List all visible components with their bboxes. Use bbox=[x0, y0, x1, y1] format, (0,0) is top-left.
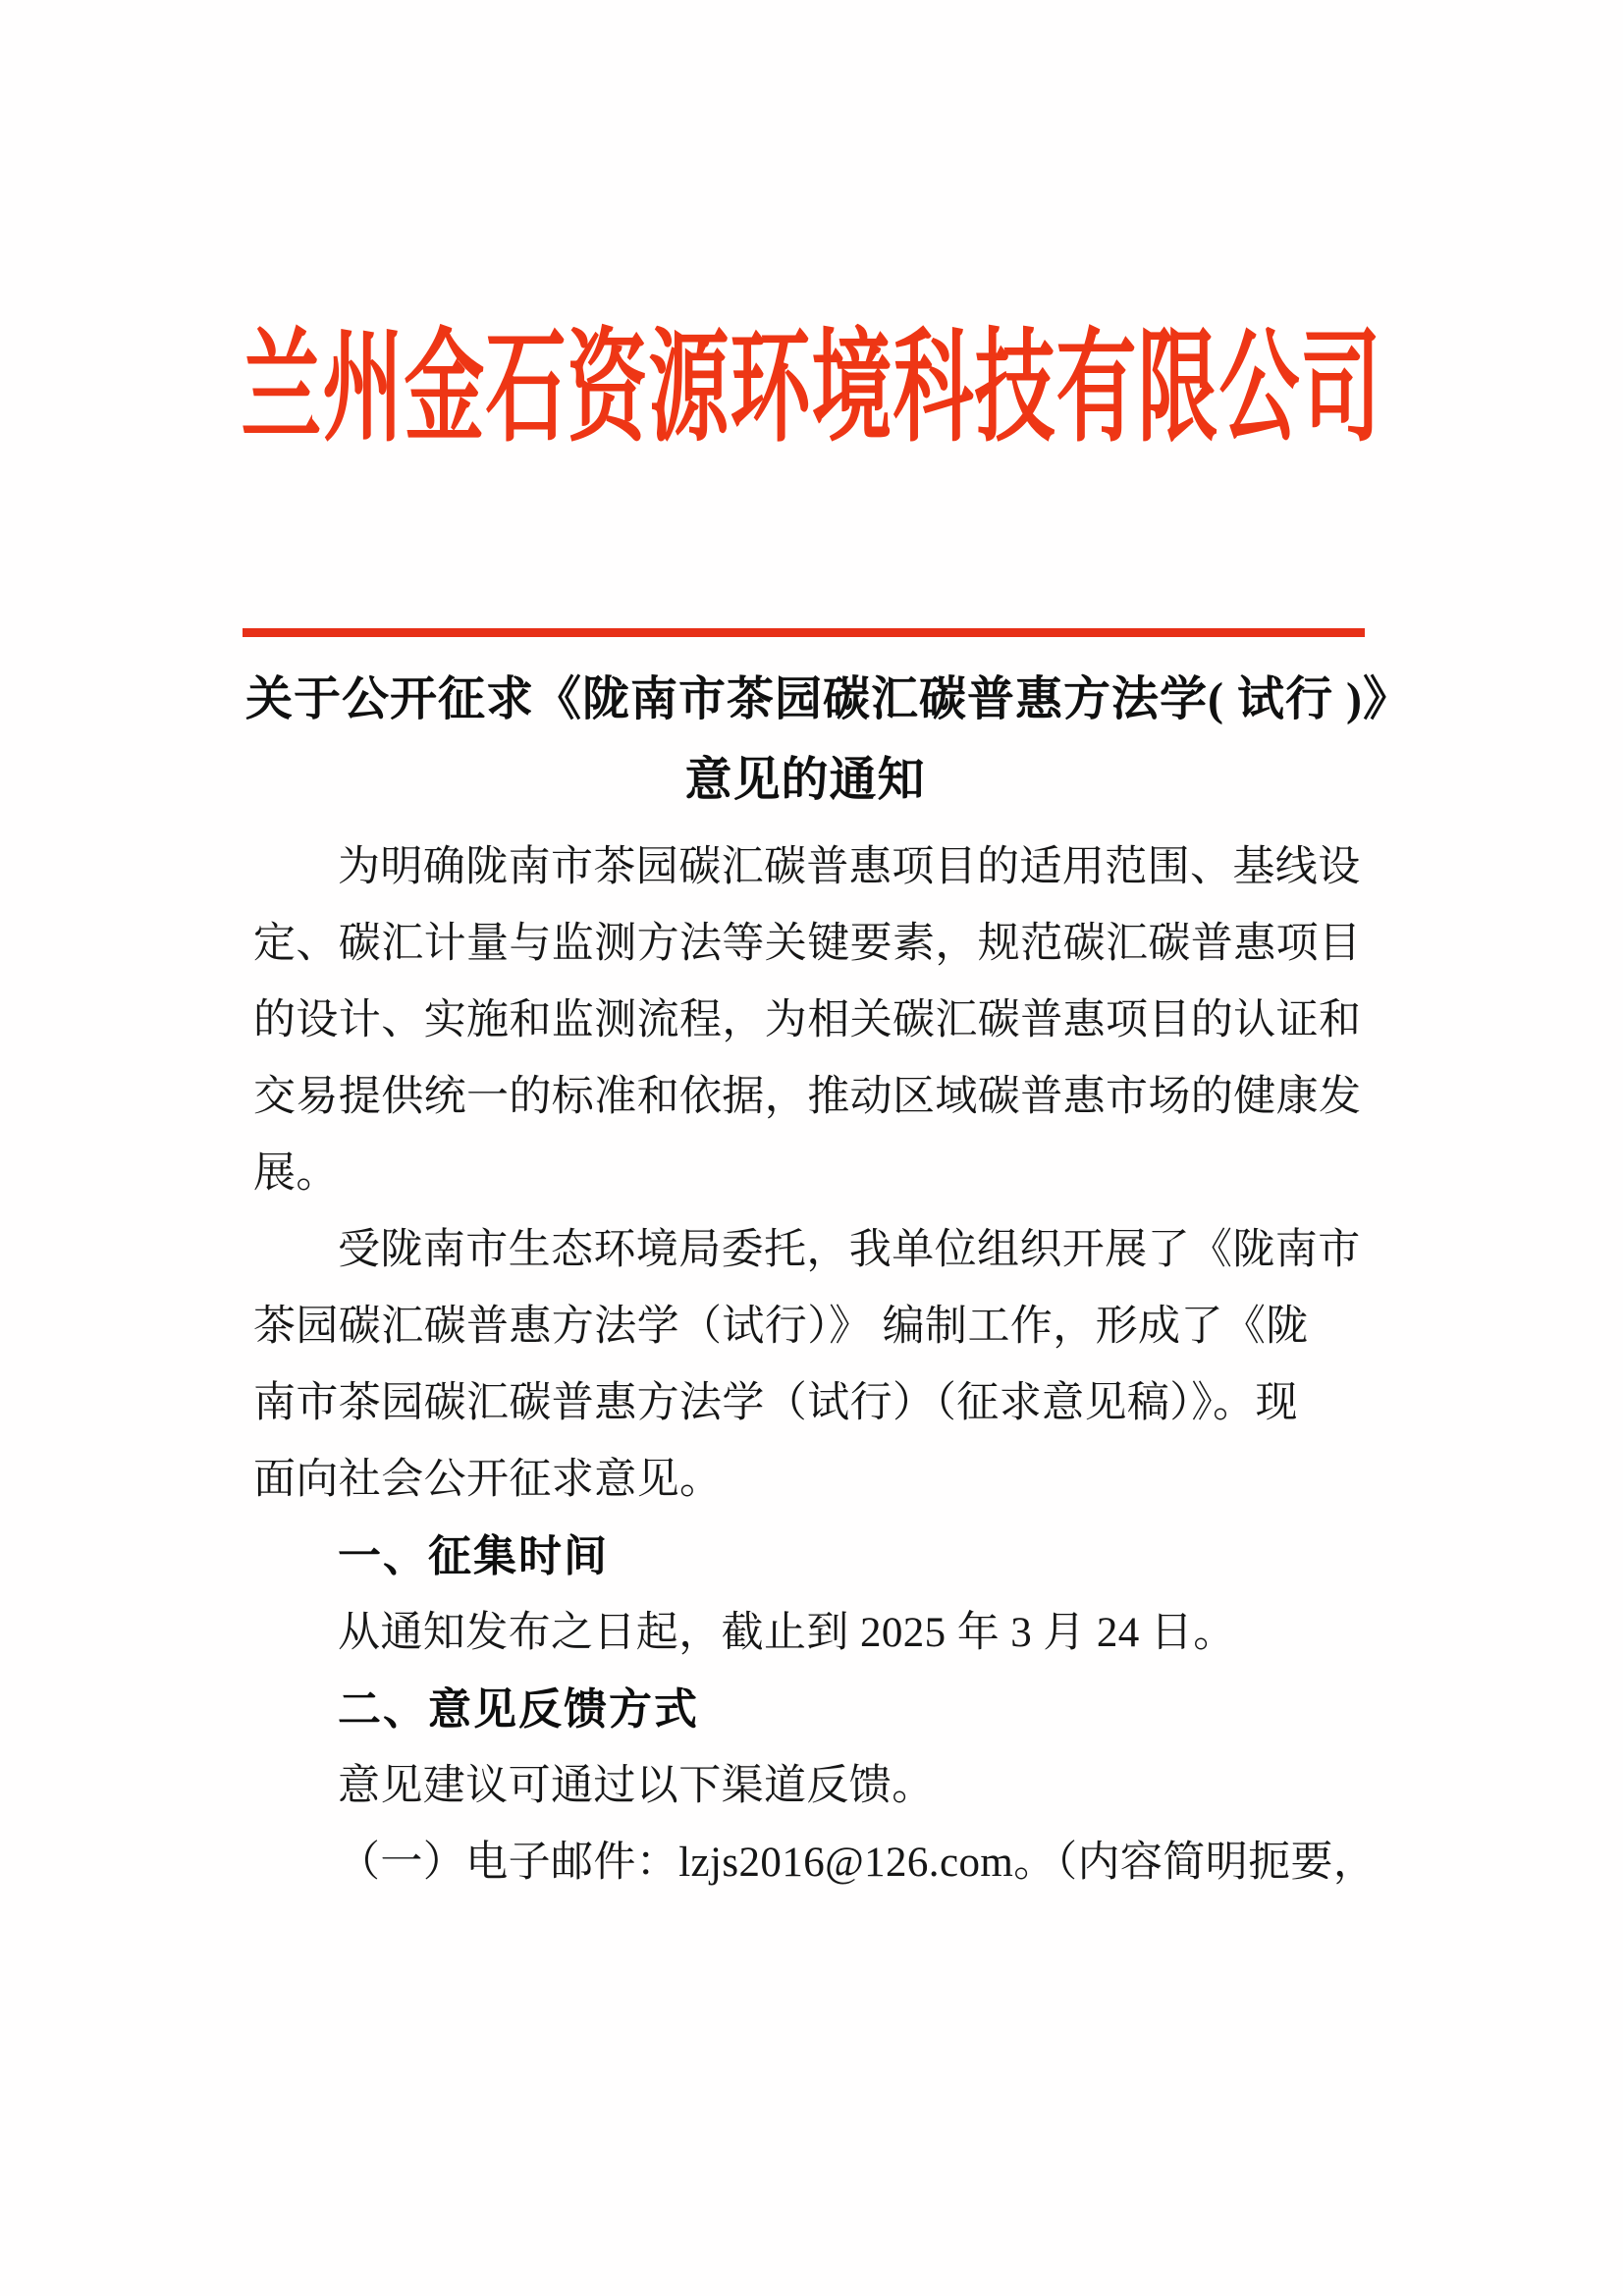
paragraph-line: 意见建议可通过以下渠道反馈。 bbox=[338, 1763, 935, 1809]
paragraph-line: 茶园碳汇碳普惠方法学（试行）》 编制工作，形成了《陇 bbox=[253, 1304, 1309, 1350]
document-title bbox=[245, 660, 1411, 821]
paragraph-line: 交易提供统一的标准和依据，推动区域碳普惠市场的健康发 bbox=[253, 1074, 1362, 1120]
paragraph-line-email: （一）电子邮件：lzjs2016@126.com。（内容简明扼要， bbox=[338, 1840, 1377, 1886]
paragraph-line: 南市茶园碳汇碳普惠方法学（试行）（征求意见稿）》。现 bbox=[253, 1380, 1298, 1426]
section-heading-collection-time: 一、征集时间 bbox=[338, 1532, 609, 1580]
paragraph-line: 受陇南市生态环境局委托，我单位组织开展了《陇南市 bbox=[338, 1227, 1361, 1273]
document-title-line-2: 意见的通知 bbox=[684, 754, 926, 806]
paragraph-line: 的设计、实施和监测流程，为相关碳汇碳普惠项目的认证和 bbox=[253, 997, 1362, 1043]
company-letterhead: 兰州金石资源环境科技有限公司 bbox=[241, 320, 1382, 456]
paragraph-line: 面向社会公开征求意见。 bbox=[253, 1457, 723, 1503]
document-title-line-1: 关于公开征求《陇南市茶园碳汇碳普惠方法学( 试行 )》 bbox=[245, 673, 1411, 725]
paragraph-line: 为明确陇南市茶园碳汇碳普惠项目的适用范围、基线设 bbox=[338, 844, 1361, 890]
document-body bbox=[253, 829, 1377, 1901]
paragraph-line-deadline: 从通知发布之日起，截止到 2025 年 3 月 24 日。 bbox=[338, 1610, 1236, 1656]
red-separator-line bbox=[243, 628, 1365, 637]
section-heading-feedback-method: 二、意见反馈方式 bbox=[338, 1685, 699, 1734]
paragraph-line: 展。 bbox=[253, 1150, 339, 1197]
paragraph-line: 定、碳汇计量与监测方法等关键要素，规范碳汇碳普惠项目 bbox=[253, 921, 1362, 967]
